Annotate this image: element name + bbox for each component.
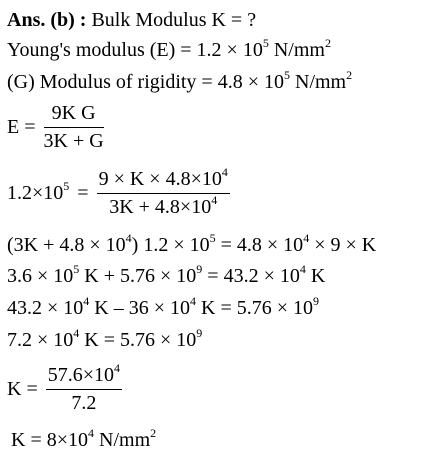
- formula-k: [7, 361, 122, 415]
- equation-line-3: [7, 296, 319, 320]
- fraction: [44, 102, 104, 153]
- lhs-text: 1.2×10: [7, 182, 64, 204]
- exponent: 4: [211, 193, 218, 207]
- text-part: K – 36 × 10: [89, 297, 191, 319]
- fraction-denominator: 3K + G: [43, 130, 104, 152]
- exponent: 4: [299, 262, 306, 276]
- numerator-text: 57.6×10: [47, 364, 115, 386]
- fraction: [97, 165, 230, 219]
- exponent: 4: [73, 326, 80, 340]
- youngs-modulus-line: [7, 38, 331, 62]
- equation-lhs: [7, 179, 70, 205]
- exponent: 4: [303, 231, 310, 245]
- equation-line-4: [7, 328, 202, 352]
- text-part: K: [305, 265, 326, 287]
- text-part: ) 1.2 × 10: [131, 234, 210, 256]
- text-part: K = 8×10: [11, 429, 89, 451]
- fraction-numerator: [97, 165, 230, 194]
- fraction-denominator: 7.2: [71, 392, 97, 414]
- exponent: 4: [221, 165, 228, 179]
- equation-line-2: [7, 264, 325, 288]
- text-part: × 9 × K: [309, 234, 377, 256]
- unit-exponent: 2: [346, 68, 353, 82]
- exponent: 9: [313, 294, 320, 308]
- formula-lhs: E =: [7, 116, 36, 138]
- exponent: 5: [284, 68, 290, 82]
- equation-line-1: [7, 233, 376, 257]
- answer-label: Ans. (b) :: [7, 9, 87, 31]
- final-answer-line: [11, 428, 156, 452]
- text-part: 7.2 × 10: [7, 329, 74, 351]
- numerator-text: 9 × K × 4.8×10: [98, 168, 222, 190]
- unit-text: N/mm: [94, 429, 151, 451]
- unit-text: N/mm: [290, 71, 347, 93]
- fraction: [46, 361, 122, 415]
- exponent: 4: [190, 294, 197, 308]
- rigidity-modulus-line: [7, 70, 352, 94]
- exponent: 4: [83, 294, 90, 308]
- exponent: 4: [125, 231, 132, 245]
- text-part: 3.6 × 10: [7, 265, 74, 287]
- answer-question: Bulk Modulus K = ?: [91, 9, 257, 31]
- formula-lhs: K =: [7, 378, 38, 400]
- exponent: 4: [114, 361, 121, 375]
- answer-line: [7, 8, 256, 32]
- text-part: = 4.8 × 10: [215, 234, 304, 256]
- unit-exponent: 2: [150, 426, 157, 440]
- exponent: 5: [63, 179, 70, 193]
- text-part: K = 5.76 × 10: [79, 329, 197, 351]
- text-part: K = 5.76 × 10: [196, 297, 314, 319]
- exponent: 5: [73, 262, 80, 276]
- exponent: 4: [88, 426, 95, 440]
- fraction-numerator: [46, 361, 122, 390]
- fraction-denominator: [97, 194, 230, 219]
- text-part: 43.2 × 10: [7, 297, 84, 319]
- text-part: K + 5.76 × 10: [79, 265, 197, 287]
- formula-e: [7, 102, 104, 153]
- text-part: = 43.2 × 10: [202, 265, 300, 287]
- unit-text: N/mm: [268, 39, 325, 61]
- text-part: (3K + 4.8 × 10: [7, 234, 126, 256]
- fraction-numerator: 9K G: [44, 102, 104, 128]
- denominator-text: 3K + 4.8×10: [109, 196, 212, 218]
- equation-substitution: [7, 165, 230, 219]
- youngs-modulus-text: Young's modulus (E) = 1.2 × 10: [7, 39, 263, 61]
- unit-exponent: 2: [324, 36, 331, 50]
- exponent: 5: [262, 36, 269, 50]
- equals-sign: =: [77, 182, 89, 204]
- exponent: 9: [196, 262, 203, 276]
- rigidity-modulus-text: (G) Modulus of rigidity = 4.8 × 10: [7, 71, 284, 93]
- exponent: 5: [209, 231, 216, 245]
- exponent: 9: [196, 326, 203, 340]
